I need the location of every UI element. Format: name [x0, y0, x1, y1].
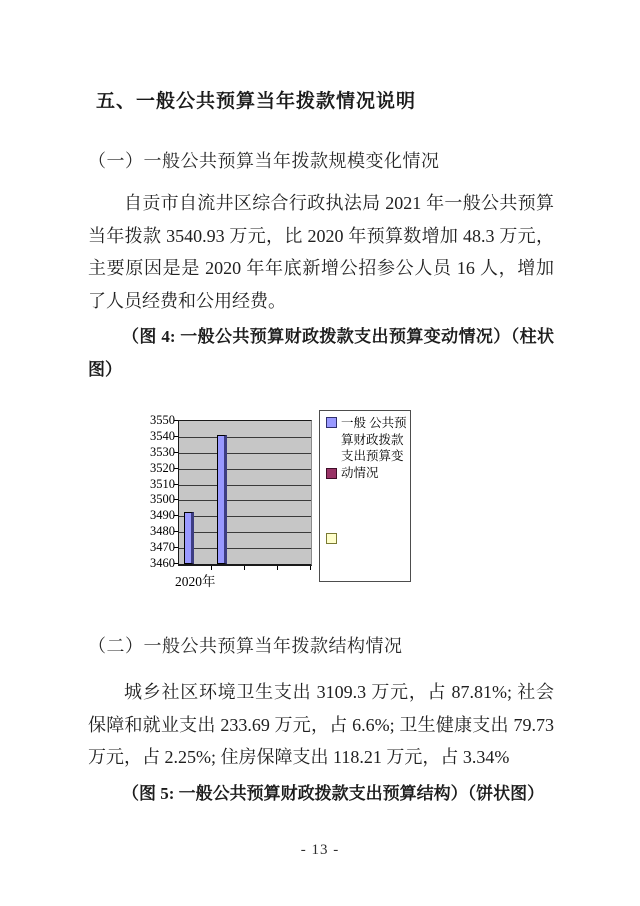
plot-area	[178, 420, 312, 566]
chart-legend	[319, 410, 411, 582]
legend-marker-2	[326, 468, 337, 479]
y-axis-tick-label: 3550	[150, 413, 175, 427]
gridline	[179, 532, 311, 533]
gridline	[179, 453, 311, 454]
document-content	[88, 86, 554, 810]
bar-2020年	[184, 512, 194, 564]
y-axis-tick-label: 3480	[150, 524, 175, 539]
x-axis-tick	[244, 566, 245, 570]
y-axis-tick-label: 3470	[150, 540, 175, 555]
y-axis-tick-label: 3490	[150, 508, 175, 523]
x-axis-tick	[277, 566, 278, 570]
chart-x-axis-label: 2020年	[175, 574, 216, 589]
gridline	[179, 516, 311, 517]
page-number: - 13 -	[300, 842, 340, 858]
bar-chart-figure-4	[148, 402, 478, 590]
legend-label: 一般 公共预算财政拨款支出预算变动情况	[341, 416, 407, 480]
y-axis-tick-label: 3460	[150, 556, 175, 570]
section-1-heading: （一）一般公共预算当年拨款规模变化情况	[88, 151, 440, 171]
y-axis-tick-label: 3540	[150, 428, 175, 443]
bar-2021年	[217, 435, 227, 564]
gridline	[179, 548, 311, 549]
x-axis-tick	[310, 566, 311, 570]
section-1-paragraph: 自贡市自流井区综合行政执法局 2021 年一般公共预算当年拨款 3540.93 万元，比 2020 年预算数增加 48.3 万元，主要原因是是 2020 年年底新增公招参公人员 16 人，增加了人员经费和公用经费。	[88, 193, 554, 311]
gridline	[179, 485, 311, 486]
page-title: 五、一般公共预算当年拨款情况说明	[96, 91, 417, 112]
gridline	[179, 469, 311, 470]
y-axis-tick-label: 3500	[150, 492, 175, 507]
legend-marker-1	[326, 417, 337, 428]
y-axis-tick-label: 3530	[150, 444, 175, 459]
figure-5-caption: （图 5: 一般公共预算财政拨款支出预算结构）（饼状图）	[122, 783, 545, 803]
gridline	[179, 500, 311, 501]
y-axis-tick-label: 3510	[150, 476, 175, 491]
figure-4-caption: （图 4: 一般公共预算财政拨款支出预算变动情况）（柱状图）	[88, 327, 554, 379]
y-axis-tick-label: 3520	[150, 460, 175, 475]
section-2-heading: （二）一般公共预算当年拨款结构情况	[88, 636, 403, 656]
gridline	[179, 437, 311, 438]
legend-marker-3	[326, 533, 337, 544]
section-2-paragraph: 城乡社区环境卫生支出 3109.3 万元，占 87.81%; 社会保障和就业支出 233.69 万元，占 6.6%; 卫生健康支出 79.73 万元，占 2.25%; 住房保障支出 118.21 万元，占 3.34%	[88, 682, 554, 767]
